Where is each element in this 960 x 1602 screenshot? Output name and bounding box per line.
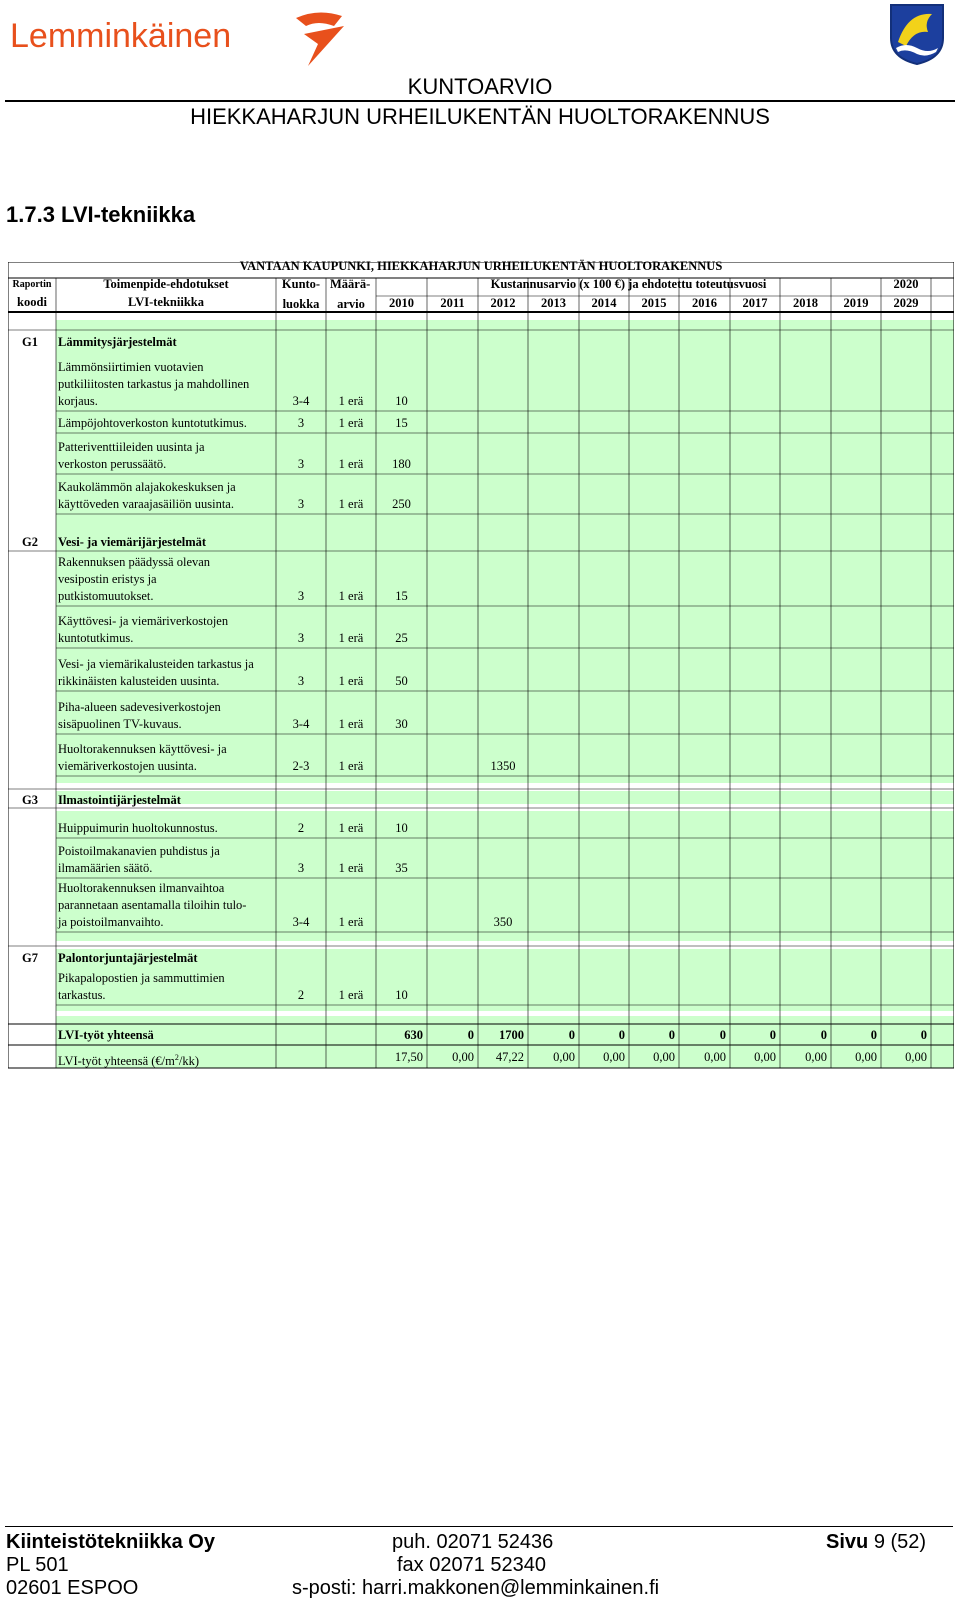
item-maara: 1 erä [338, 497, 364, 511]
group-code: G2 [22, 535, 38, 549]
year-header: 2016 [692, 296, 717, 310]
footer-page: Sivu 9 (52) [826, 1531, 927, 1553]
total-value: 0 [618, 1028, 625, 1042]
item-description: parannetaan asentamalla tiloihin tulo- [58, 898, 247, 912]
item-description: viemäriverkostojen uusinta. [58, 759, 197, 773]
year-header: 2011 [440, 296, 465, 310]
item-cost: 1350 [490, 759, 516, 773]
item-maara: 1 erä [338, 416, 364, 430]
total-value: 0,00 [805, 1050, 827, 1064]
total-value: 0,00 [603, 1050, 625, 1064]
logo-wordmark: Lemminkäinen [10, 17, 232, 55]
item-description: Huoltorakennuksen ilmanvaihtoa [58, 881, 225, 895]
item-description: putkistomuutokset. [58, 589, 154, 603]
lemminkainen-logo [8, 4, 358, 70]
item-description: Vesi- ja viemärikalusteiden tarkastus ja [58, 657, 254, 671]
item-cost: 350 [493, 915, 513, 929]
total-value: 0,00 [855, 1050, 877, 1064]
group-code: G3 [22, 793, 38, 807]
item-description: Käyttövesi- ja viemäriverkostojen [58, 614, 229, 628]
item-kunto: 3 [297, 674, 305, 688]
total-value: 0 [820, 1028, 827, 1042]
item-maara: 1 erä [338, 674, 364, 688]
footer-fax: fax 02071 52340 [397, 1554, 547, 1576]
total-value: 0,00 [704, 1050, 726, 1064]
maintenance-cost-table [8, 259, 954, 1090]
total-value: 1700 [499, 1028, 524, 1042]
item-cost: 15 [395, 416, 408, 430]
total-value: 630 [404, 1028, 423, 1042]
item-maara: 1 erä [338, 861, 364, 875]
footer-company: Kiinteistötekniikka Oy [6, 1531, 215, 1553]
group-code: G1 [22, 335, 38, 349]
item-kunto: 3 [297, 457, 305, 471]
city-crest-icon [888, 2, 946, 66]
total-value: 17,50 [394, 1050, 423, 1064]
logo-swoosh-top [296, 12, 342, 26]
total-value: 0 [719, 1028, 726, 1042]
item-cost: 30 [395, 717, 408, 731]
item-description: Huippuimurin huoltokunnostus. [58, 821, 218, 835]
item-kunto: 3-4 [292, 717, 310, 731]
logo-swoosh-bottom [304, 26, 344, 66]
year-header: 2013 [541, 296, 566, 310]
document-title: KUNTOARVIO [407, 74, 553, 99]
header-maara: Määrä- [330, 277, 371, 291]
header-2029: 2029 [893, 296, 919, 310]
item-description: Lämpöjohtoverkoston kuntotutkimus. [58, 416, 247, 430]
item-description: ilmamäärien säätö. [58, 861, 153, 875]
item-cost: 10 [395, 394, 408, 408]
item-description: Patteriventtiileiden uusinta ja [58, 440, 205, 454]
year-header: 2018 [793, 296, 818, 310]
item-cost: 35 [395, 861, 408, 875]
item-maara: 1 erä [338, 821, 364, 835]
group-code: G7 [22, 951, 38, 965]
year-header: 2015 [641, 296, 667, 310]
group-title: Lämmitysjärjestelmät [58, 335, 177, 349]
item-maara: 1 erä [338, 759, 364, 773]
item-maara: 1 erä [338, 988, 364, 1002]
total-value: 0 [568, 1028, 575, 1042]
item-cost: 25 [395, 631, 408, 645]
item-kunto: 3 [297, 497, 305, 511]
total-value: 0,00 [452, 1050, 474, 1064]
item-cost: 250 [392, 497, 411, 511]
footer-city: 02601 ESPOO [6, 1577, 139, 1599]
total-per-m2-label: LVI-työt yhteensä $(€/m^2/kk)$ [58, 1053, 200, 1069]
item-maara: 1 erä [338, 631, 364, 645]
item-maara: 1 erä [338, 457, 364, 471]
group-title: Ilmastointijärjestelmät [58, 793, 181, 807]
item-cost: 10 [395, 988, 408, 1002]
total-value: 0,00 [553, 1050, 575, 1064]
item-maara: 1 erä [338, 394, 364, 408]
item-kunto: 3-4 [292, 394, 310, 408]
item-description: putkiliitosten tarkastus ja mahdollinen [58, 377, 250, 391]
item-description: kuntotutkimus. [58, 631, 134, 645]
year-header: 2014 [591, 296, 617, 310]
green-band [56, 791, 954, 804]
item-kunto: 2-3 [292, 759, 310, 773]
item-kunto: 3 [297, 631, 305, 645]
item-kunto: 3 [297, 861, 305, 875]
total-value: 47,22 [495, 1050, 524, 1064]
item-description: Piha-alueen sadevesiverkostojen [58, 700, 221, 714]
item-cost: 15 [395, 589, 408, 603]
item-kunto: 2 [297, 988, 305, 1002]
header-toimenpide: Toimenpide-ehdotukset [103, 277, 229, 291]
header-raportin: Raportin [12, 279, 52, 290]
year-header: 2017 [742, 296, 768, 310]
item-description: ja poistoilmanvaihto. [58, 915, 164, 929]
header-luokka: luokka [282, 297, 320, 311]
item-description: korjaus. [58, 394, 98, 408]
item-maara: 1 erä [338, 915, 364, 929]
section-heading: 1.7.3 LVI-tekniikka [6, 202, 196, 227]
item-description: Rakennuksen päädyssä olevan [58, 555, 211, 569]
year-header: 2019 [843, 296, 869, 310]
item-maara: 1 erä [338, 589, 364, 603]
header-koodi: koodi [17, 295, 47, 309]
item-description: käyttöveden varaajasäiliön uusinta. [58, 497, 234, 511]
item-description: vesipostin eristys ja [58, 572, 157, 586]
item-kunto: 3 [297, 589, 305, 603]
item-description: Kaukolämmön alajakokeskuksen ja [58, 480, 236, 494]
total-value: 0 [870, 1028, 877, 1042]
total-label: LVI-työt yhteensä [58, 1028, 154, 1042]
item-description: sisäpuolinen TV-kuvaus. [58, 717, 182, 731]
total-value: 0 [668, 1028, 675, 1042]
item-cost: 10 [395, 821, 408, 835]
group-title: Palontorjuntajärjestelmät [58, 951, 198, 965]
footer-pl: PL 501 [6, 1554, 69, 1576]
total-value: 0,00 [754, 1050, 776, 1064]
item-kunto: 3 [297, 416, 305, 430]
item-cost: 180 [392, 457, 411, 471]
header-2020: 2020 [893, 277, 919, 291]
item-cost: 50 [395, 674, 408, 688]
table-banner: VANTAAN KAUPUNKI, HIEKKAHARJUN URHEILUKENTÄN HUOLTORAKENNUS [239, 259, 723, 273]
header-cost: Kustannusarvio (x 100 €) ja ehdotettu toteutusvuosi [490, 277, 767, 291]
header-arvio: arvio [337, 297, 365, 311]
total-value: 0 [769, 1028, 776, 1042]
item-kunto: 3-4 [292, 915, 310, 929]
item-description: tarkastus. [58, 988, 106, 1002]
header-rule [5, 100, 955, 102]
footer-email: s-posti: harri.makkonen@lemminkainen.fi [292, 1577, 660, 1599]
document-subtitle: HIEKKAHARJUN URHEILUKENTÄN HUOLTORAKENNUS [190, 104, 770, 129]
header-kunto: Kunto- [281, 277, 321, 291]
total-value: 0,00 [653, 1050, 675, 1064]
item-maara: 1 erä [338, 717, 364, 731]
year-header: 2010 [389, 296, 414, 310]
item-description: rikkinäisten kalusteiden uusinta. [58, 674, 220, 688]
year-header: 2012 [490, 296, 516, 310]
total-value: 0 [920, 1028, 927, 1042]
item-description: Huoltorakennuksen käyttövesi- ja [58, 742, 227, 756]
footer-rule [5, 1526, 953, 1527]
item-kunto: 2 [297, 821, 305, 835]
header-lvi: LVI-tekniikka [128, 295, 204, 309]
group-title: Vesi- ja viemärijärjestelmät [58, 535, 207, 549]
item-description: verkoston perussäätö. [58, 457, 167, 471]
item-description: Poistoilmakanavien puhdistus ja [58, 844, 220, 858]
total-value: 0,00 [905, 1050, 927, 1064]
total-value: 0 [467, 1028, 474, 1042]
item-description: Pikapalopostien ja sammuttimien [58, 971, 225, 985]
footer-phone: puh. 02071 52436 [392, 1531, 554, 1553]
item-description: Lämmönsiirtimien vuotavien [58, 360, 204, 374]
